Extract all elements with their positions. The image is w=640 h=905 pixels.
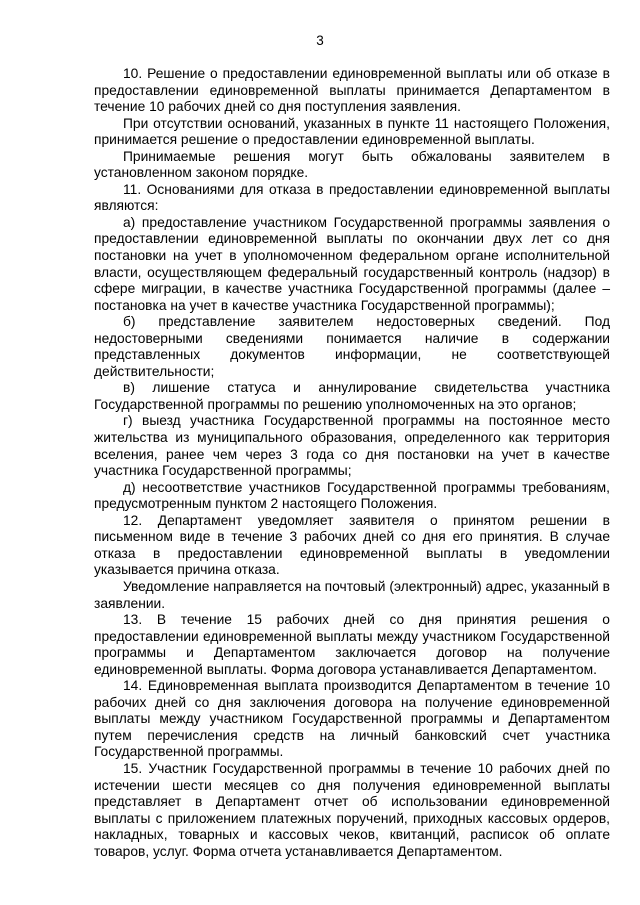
page-number: 3 <box>316 33 324 48</box>
paragraph-11: 11. Основаниями для отказа в предоставлении единовременной выплаты являются: <box>94 181 610 214</box>
paragraph-10-appeal: Принимаемые решения могут быть обжалованы заявителем в установленном законом порядке. <box>94 148 610 181</box>
paragraph-11-a: а) предоставление участником Государственной программы заявления о предоставлении единовременной выплаты по окончании двух лет со дня постановки на учет в уполномоченном федеральном органе исполнительной власти, осуществляющем федеральный государственный контроль (надзор) в сфере миграции, в качестве участника Государственной программы (далее – постановка на учет в качестве участника Государственной программы); <box>94 214 610 313</box>
paragraph-14: 14. Единовременная выплата производится Департаментом в течение 10 рабочих дней со дня заключения договора на получение единовременной выплаты между участником Государственной программы и Департаментом путем перечисления средств на личный банковский счет участника Государственной программы. <box>94 678 610 760</box>
paragraph-12: 12. Департамент уведомляет заявителя о принятом решении в письменном виде в течение 3 рабочих дней со дня его принятия. В случае отказа в предоставлении единовременной выплаты в уведомлении указывается причина отказа. <box>94 512 610 578</box>
paragraph-15: 15. Участник Государственной программы в течение 10 рабочих дней по истечении шести месяцев со дня получения единовременной выплаты представляет в Департамент отчет об использовании единовременной выплаты с приложением платежных поручений, приходных кассовых ордеров, накладных, товарных и кассовых чеков, квитанций, расписок об оплате товаров, услуг. Форма отчета устанавливается Департаментом. <box>94 760 610 859</box>
paragraph-10-no-grounds: При отсутствии оснований, указанных в пункте 11 настоящего Положения, принимается решение о предоставлении единовременной выплаты. <box>94 115 610 148</box>
paragraph-11-v: в) лишение статуса и аннулирование свидетельства участника Государственной программы по решению уполномоченных на это органов; <box>94 380 610 412</box>
paragraph-10: 10. Решение о предоставлении единовременной выплаты или об отказе в предоставлении единовременной выплаты принимается Департаментом в течение 10 рабочих дней со дня поступления заявления. <box>94 66 610 115</box>
paragraph-13: 13. В течение 15 рабочих дней со дня принятия решения о предоставлении единовременной выплаты между участником Государственной программы и Департаментом заключается договор на получение единовременной выплаты. Форма договора устанавливается Департаментом. <box>94 612 610 677</box>
paragraph-11-d: д) несоответствие участников Государственной программы требованиям, предусмотренным пунктом 2 настоящего Положения. <box>94 479 610 512</box>
paragraph-12-notice: Уведомление направляется на почтовый (электронный) адрес, указанный в заявлении. <box>94 578 610 611</box>
paragraph-11-b: б) представление заявителем недостоверных сведений. Под недостоверными сведениями понимается наличие в содержании представленных документов информации, не соответствующей действительности; <box>94 314 610 379</box>
paragraph-11-g: г) выезд участника Государственной программы на постоянное место жительства из муниципального образования, определенного как территория вселения, ранее чем через 3 года со дня постановки на учет в качестве участника Государственной программы; <box>94 413 610 479</box>
document-body <box>94 66 610 860</box>
